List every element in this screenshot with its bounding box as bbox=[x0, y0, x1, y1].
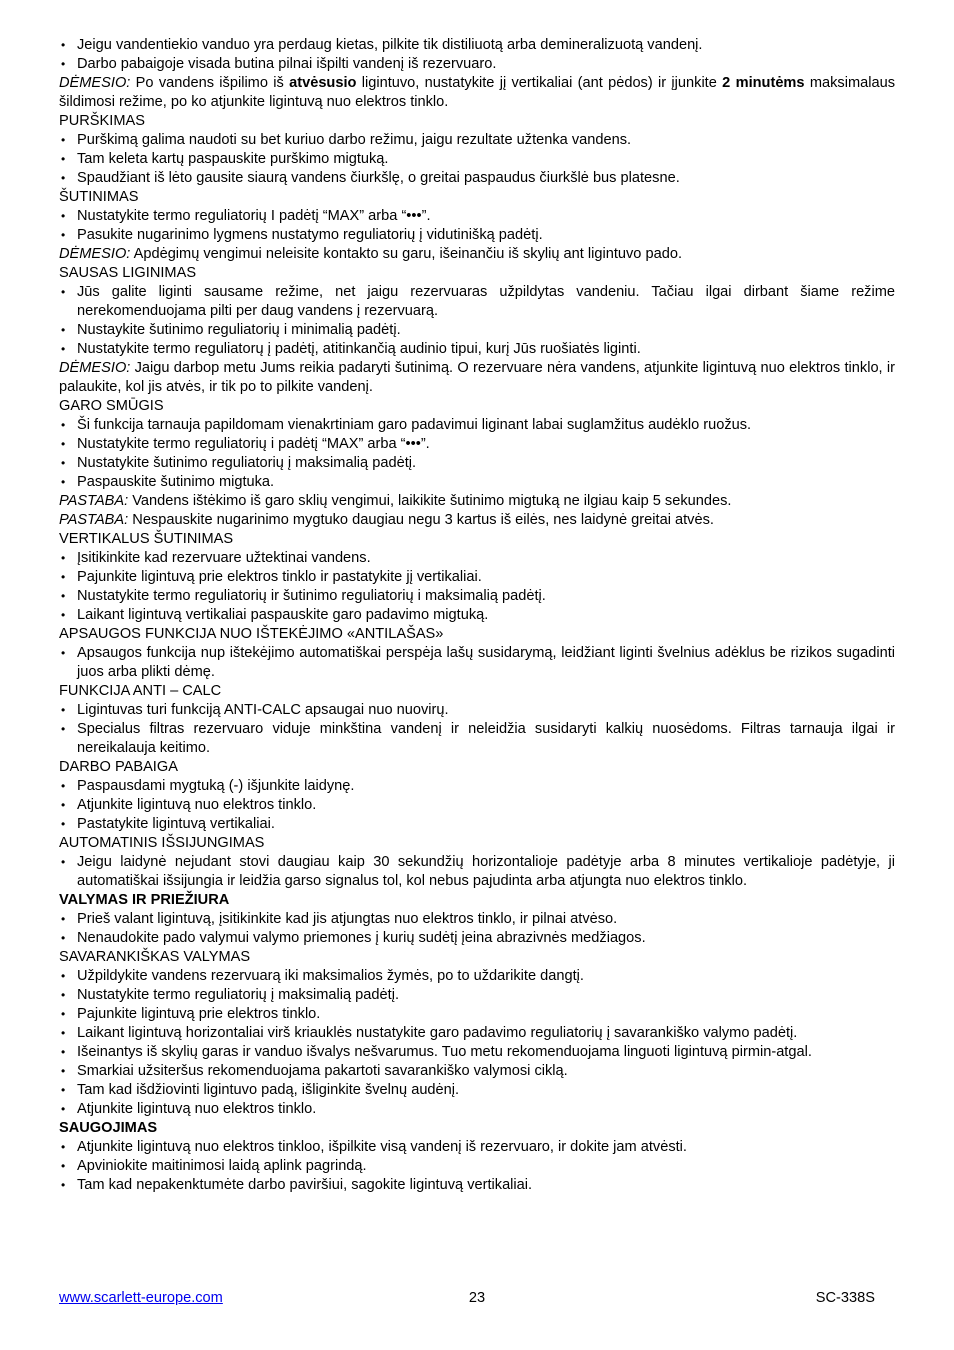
list-item: • Apsaugos funkcija nup ištekėjimo automatiškai perspėja lašų susidarymą, leidžiant liginti švelnius adėklus be rizikos sugadinti juos arba plikti dėmę. bbox=[59, 644, 895, 682]
section-heading: PURŠKIMAS bbox=[59, 113, 145, 129]
section-heading: GARO SMŪGIS bbox=[59, 398, 164, 414]
bullet-list bbox=[59, 910, 895, 948]
note-label: DĖMESIO: bbox=[59, 246, 131, 262]
list-item: • Įsitikinkite kad rezervuare užtektinai vandens. bbox=[59, 549, 895, 568]
list-item: • Užpildykite vandens rezervuarą iki maksimalios žymės, po to uždarikite dangtį. bbox=[59, 967, 895, 986]
list-item: • Atjunkite ligintuvą nuo elektros tinkloo, išpilkite visą vandenį iš rezervuaro, ir dokite jam atvėsti. bbox=[59, 1138, 895, 1157]
list-item: • Purškimą galima naudoti su bet kuriuo darbo režimu, jaigu rezultate užtenka vandens. bbox=[59, 131, 895, 150]
note-paragraph bbox=[59, 492, 895, 511]
page-number: 23 bbox=[468, 1290, 486, 1306]
list-item: • Nustatykite termo reguliatorų į padėtį, atitinkančią audinio tipui, kurį Jūs ruošiatės liginti. bbox=[59, 340, 895, 359]
note-text: ligintuvo, nustatykite jį vertikaliai (ant pėdos) ir įjunkite bbox=[356, 75, 723, 91]
note-paragraph bbox=[59, 245, 895, 264]
bullet-list bbox=[59, 207, 895, 245]
list-item: • Ši funkcija tarnauja papildomam vienakrtiniam garo padavimui liginant labai suglamžitus audėklo ruožus. bbox=[59, 416, 895, 435]
bullet-list bbox=[59, 853, 895, 891]
list-item: • Pastatykite ligintuvą vertikaliai. bbox=[59, 815, 895, 834]
note-paragraph bbox=[59, 74, 895, 112]
note-label: DĖMESIO: bbox=[59, 75, 131, 91]
note-text: maksimalaus šildimosi režime, po ko atjunkite ligintuvą nuo elektros tinklo. bbox=[59, 75, 895, 110]
list-item: • Smarkiai užsiteršus rekomenduojama pakartoti savarankiško valymosi ciklą. bbox=[59, 1062, 895, 1081]
list-item: • Tam kad nepakenktumėte darbo paviršiui, sagokite ligintuvą vertikaliai. bbox=[59, 1176, 895, 1195]
note-text: Vandens ištėkimo iš garo sklių vengimui, laikikite šutinimo migtuką ne ilgiau kaip 5 sekundes. bbox=[128, 493, 732, 509]
section-heading: SAUSAS LIGINIMAS bbox=[59, 265, 197, 281]
section-heading: VERTIKALUS ŠUTINIMAS bbox=[59, 531, 234, 547]
section-heading: APSAUGOS FUNKCIJA NUO IŠTEKĖJIMO «ANTILAŠAS» bbox=[59, 626, 444, 642]
list-item: • Pajunkite ligintuvą prie elektros tinklo ir pastatykite jį vertikaliai. bbox=[59, 568, 895, 587]
bullet-list bbox=[59, 777, 895, 834]
bullet-list bbox=[59, 131, 895, 188]
bullet-list bbox=[59, 644, 895, 682]
list-item: • Nustatykite šutinimo reguliatorių į maksimalią padėtį. bbox=[59, 454, 895, 473]
note-text: Po vandens išpilimo iš bbox=[130, 75, 290, 91]
website-link[interactable]: www.scarlett-europe.com bbox=[59, 1290, 223, 1306]
note-paragraph bbox=[59, 511, 895, 530]
list-item: • Darbo pabaigoje visada butina pilnai išpilti vandenį iš rezervuaro. bbox=[59, 55, 895, 74]
list-item: • Pasukite nugarinimo lygmens nustatymo reguliatorių į vidutinišką padėtį. bbox=[59, 226, 895, 245]
list-item: • Apviniokite maitinimosi laidą aplink pagrindą. bbox=[59, 1157, 895, 1176]
section-heading: ŠUTINIMAS bbox=[59, 189, 139, 205]
note-paragraph bbox=[59, 359, 895, 397]
section-heading: AUTOMATINIS IŠSIJUNGIMAS bbox=[59, 835, 265, 851]
list-item: • Ligintuvas turi funkciją ANTI-CALC apsaugai nuo nuovirų. bbox=[59, 701, 895, 720]
section-heading: SAUGOJIMAS bbox=[59, 1120, 158, 1136]
list-item: • Nustatykite termo reguliatorių į maksimalią padėtį. bbox=[59, 986, 895, 1005]
list-item: • Jūs galite liginti sausame režime, net jaigu rezervuaras užpildytas vandeniu. Tačiau ilgai dirbant šiame režime nerekomenduojama pilti per daug vandens į rezervuarą. bbox=[59, 283, 895, 321]
note-label: PASTABA: bbox=[59, 493, 129, 509]
list-item: • Nustaykite šutinimo reguliatorių i minimalią padėtį. bbox=[59, 321, 895, 340]
list-item: • Išeinantys iš skylių garas ir vanduo išvalys nešvarumus. Tuo metu rekomenduojama linguoti ligintuvą pirmin-atgal. bbox=[59, 1043, 895, 1062]
list-item: • Pajunkite ligintuvą prie elektros tinklo. bbox=[59, 1005, 895, 1024]
page-footer bbox=[59, 1289, 895, 1309]
note-label: PASTABA: bbox=[59, 512, 129, 528]
list-item: • Tam keleta kartų paspauskite purškimo migtuką. bbox=[59, 150, 895, 169]
section-heading: FUNKCIJA ANTI – CALC bbox=[59, 683, 222, 699]
bullet-list bbox=[59, 36, 895, 74]
list-item: • Specialus filtras rezervuaro viduje minkština vandenį ir neleidžia susidaryti kalkių nuosėdoms. Filtras tarnauja ilgai ir nereikalauja keitimo. bbox=[59, 720, 895, 758]
model-number: SC-338S bbox=[815, 1290, 875, 1306]
emphasis-text: 2 minutėms bbox=[722, 75, 805, 91]
note-text: Apdėgimų vengimui neleisite kontakto su garu, išeinančiu iš skylių ant ligintuvo pado. bbox=[130, 246, 682, 262]
list-item: • Atjunkite ligintuvą nuo elektros tinklo. bbox=[59, 1100, 895, 1119]
bullet-list bbox=[59, 1138, 895, 1195]
section-heading: VALYMAS IR PRIEŽIURA bbox=[59, 892, 230, 908]
list-item: • Jeigu laidynė nejudant stovi daugiau kaip 30 sekundžių horizontalioje padėtyje arba 8 minutes vertikalioje padėtyje, ji automatiškai išsijungia ir leidžia garso signalus tol, kol nebus pajudinta arba atjungta nuo elektros tinklo. bbox=[59, 853, 895, 891]
list-item: • Jeigu vandentiekio vanduo yra perdaug kietas, pilkite tik distiliuotą arba demineralizuotą vandenį. bbox=[59, 36, 895, 55]
list-item: • Prieš valant ligintuvą, įsitikinkite kad jis atjungtas nuo elektros tinklo, ir pilnai atvėso. bbox=[59, 910, 895, 929]
bullet-list bbox=[59, 549, 895, 625]
list-item: • Atjunkite ligintuvą nuo elektros tinklo. bbox=[59, 796, 895, 815]
list-item: • Nenaudokite pado valymui valymo priemones į kurių sudėtį įeina abrazivnės medžiagos. bbox=[59, 929, 895, 948]
list-item: • Nustatykite termo reguliatorių I padėtį “MAX” arba “•••”. bbox=[59, 207, 895, 226]
list-item: • Spaudžiant iš lėto gausite siaurą vandens čiurkšlę, o greitai paspaudus čiurkšlė bus platesne. bbox=[59, 169, 895, 188]
section-heading: SAVARANKIŠKAS VALYMAS bbox=[59, 949, 251, 965]
bullet-list bbox=[59, 283, 895, 359]
emphasis-text: atvėsusio bbox=[289, 75, 357, 91]
list-item: • Paspauskite šutinimo migtuka. bbox=[59, 473, 895, 492]
section-heading: DARBO PABAIGA bbox=[59, 759, 178, 775]
list-item: • Laikant ligintuvą horizontaliai virš kriauklės nustatykite garo padavimo reguliatorių į savarankiško valymo padėtį. bbox=[59, 1024, 895, 1043]
list-item: • Nustatykite termo reguliatorių ir šutinimo reguliatorių i maksimalią padėtį. bbox=[59, 587, 895, 606]
bullet-list bbox=[59, 416, 895, 492]
note-text: Jaigu darbop metu Jums reikia padaryti šutinimą. O rezervuare nėra vandens, atjunkite ligintuvą nuo elektros tinklo, ir palaukite, kol jis atvės, ir tik po to pilkite vandenį. bbox=[59, 360, 895, 395]
bullet-list bbox=[59, 701, 895, 758]
bullet-list bbox=[59, 967, 895, 1119]
list-item: • Laikant ligintuvą vertikaliai paspauskite garo padavimo migtuką. bbox=[59, 606, 895, 625]
note-text: Nespauskite nugarinimo mygtuko daugiau negu 3 kartus iš eilės, nes laidynė greitai atvės. bbox=[128, 512, 714, 528]
list-item: • Tam kad išdžiovinti ligintuvo padą, išliginkite švelnų audėnį. bbox=[59, 1081, 895, 1100]
list-item: • Paspausdami mygtuką (-) išjunkite laidynę. bbox=[59, 777, 895, 796]
document-body bbox=[59, 36, 895, 1195]
list-item: • Nustatykite termo reguliatorių i padėtį “MAX” arba “•••”. bbox=[59, 435, 895, 454]
note-label: DĖMESIO: bbox=[59, 360, 131, 376]
